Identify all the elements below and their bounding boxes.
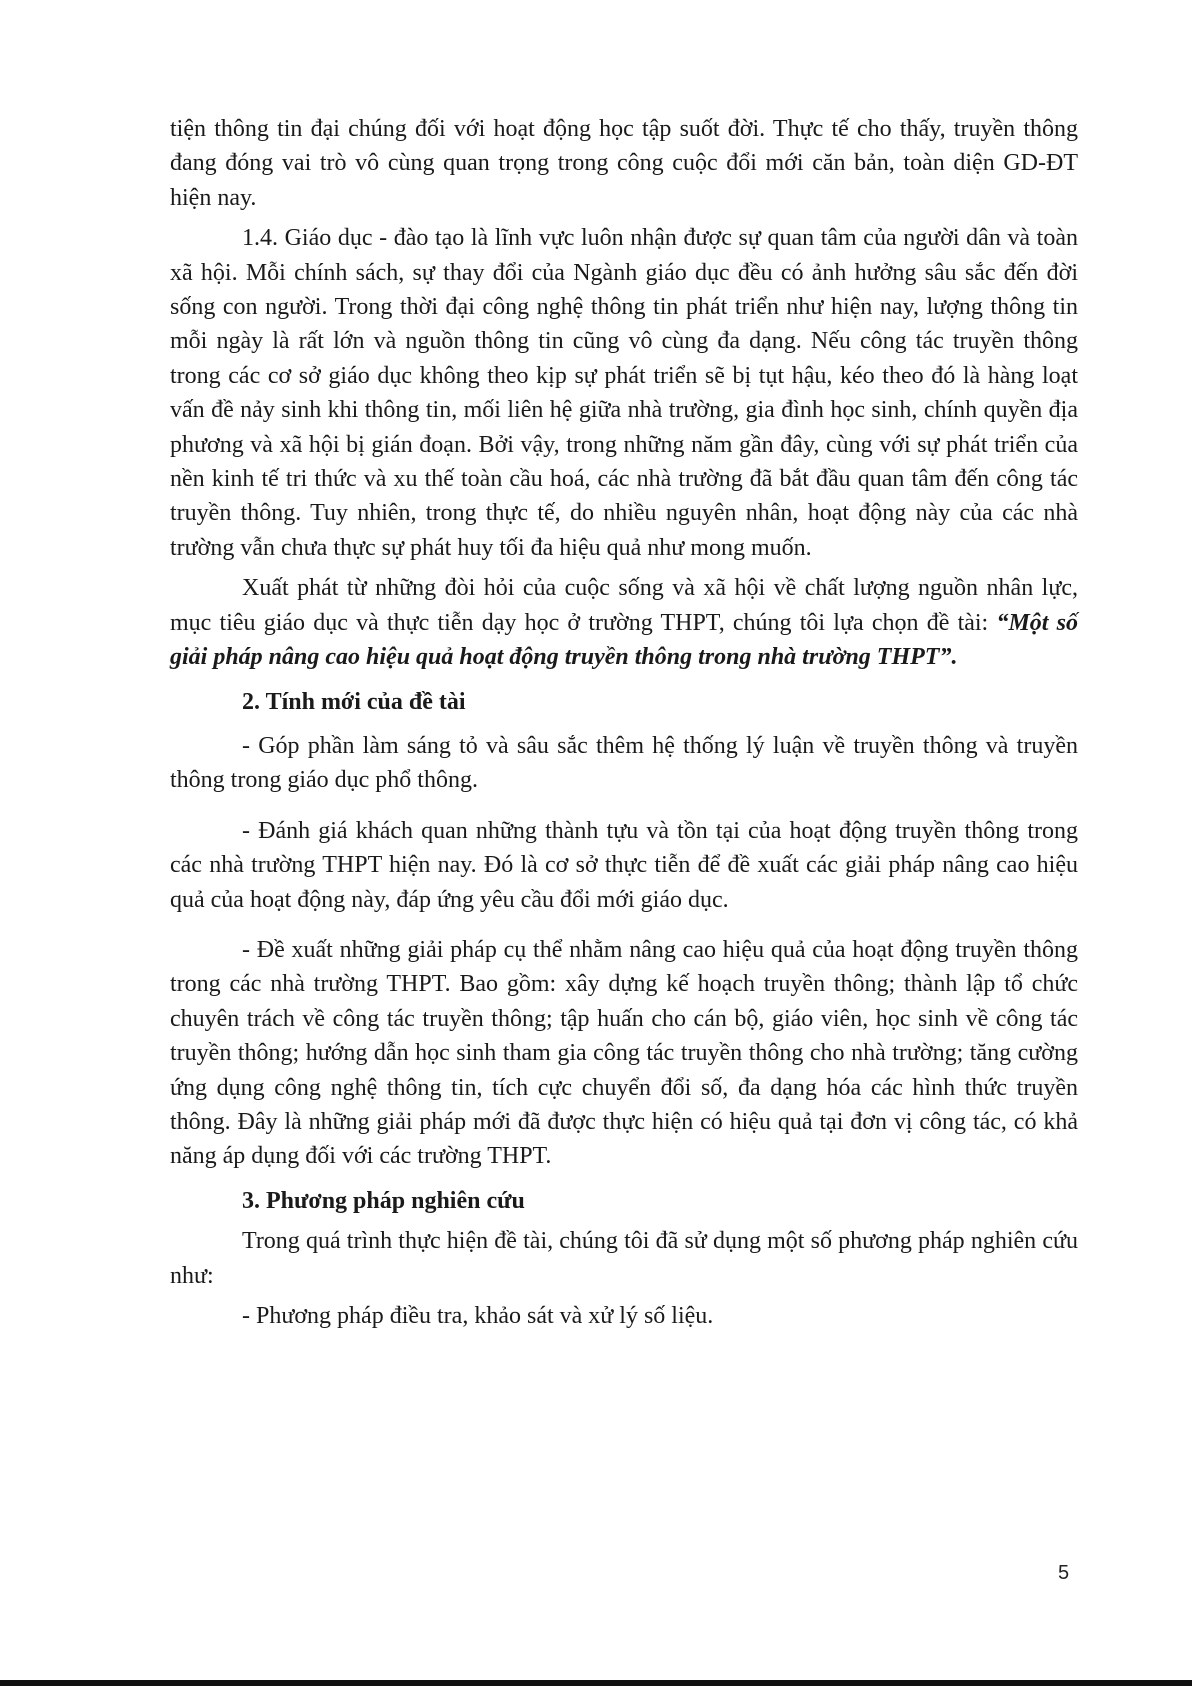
paragraph-topic-choice [170, 571, 1078, 674]
bottom-edge-bar [0, 1680, 1192, 1686]
paragraph-section-1-4: 1.4. Giáo dục - đào tạo là lĩnh vực luôn nhận được sự quan tâm của người dân và toàn xã hội. Mỗi chính sách, sự thay đổi của Ngành giáo dục đều có ảnh hưởng sâu sắc đến đời sống con người. Trong thời đại công nghệ thông tin phát triển như hiện nay, lượng thông tin mỗi ngày là rất lớn và nguồn thông tin cũng vô cùng đa dạng. Nếu công tác truyền thông trong các cơ sở giáo dục không theo kịp sự phát triển sẽ bị tụt hậu, kéo theo đó là hàng loạt vấn đề nảy sinh khi thông tin, mối liên hệ giữa nhà trường, gia đình học sinh, chính quyền địa phương và xã hội bị gián đoạn. Bởi vậy, trong những năm gần đây, cùng với sự phát triển của nền kinh tế tri thức và xu thế toàn cầu hoá, các nhà trường đã bắt đầu quan tâm đến công tác truyền thông. Tuy nhiên, trong thực tế, do nhiều nguyên nhân, hoạt động này của các nhà trường vẫn chưa thực sự phát huy tối đa hiệu quả như mong muốn. [170, 225, 1078, 561]
paragraph-novelty-3: - Đề xuất những giải pháp cụ thể nhằm nâng cao hiệu quả của hoạt động truyền thông trong các nhà trường THPT. Bao gồm: xây dựng kế hoạch truyền thông; thành lập tổ chức chuyên trách về công tác truyền thông; tập huấn cho cán bộ, giáo viên, học sinh về công tác truyền thông; hướng dẫn học sinh tham gia công tác truyền thông cho nhà trường; tăng cường ứng dụng công nghệ thông tin, tích cực chuyển đổi số, đa dạng hóa các hình thức truyền thông. Đây là những giải pháp mới đã được thực hiện có hiệu quả tại đơn vị công tác, có khả năng áp dụng đối với các trường THPT. [170, 936, 1078, 1170]
page-number: 5 [1058, 1562, 1070, 1584]
topic-choice-text: Xuất phát từ những đòi hỏi của cuộc sống và xã hội về chất lượng nguồn nhân lực, mục tiêu giáo dục và thực tiễn dạy học ở trường THPT, chúng tôi lựa chọn đề tài: [170, 575, 1078, 636]
heading-novelty: 2. Tính mới của đề tài [242, 688, 466, 715]
paragraph-intro-continuation: tiện thông tin đại chúng đối với hoạt động học tập suốt đời. Thực tế cho thấy, truyền thông đang đóng vai trò vô cùng quan trọng trong công cuộc đổi mới căn bản, toàn diện GD-ĐT hiện nay. [170, 116, 1078, 211]
paragraph-method-survey: - Phương pháp điều tra, khảo sát và xử lý số liệu. [242, 1303, 714, 1329]
paragraph-novelty-1: - Góp phần làm sáng tỏ và sâu sắc thêm hệ thống lý luận về truyền thông và truyền thông trong giáo dục phổ thông. [170, 732, 1078, 794]
paragraph-methods-intro: Trong quá trình thực hiện đề tài, chúng tôi đã sử dụng một số phương pháp nghiên cứu như: [170, 1228, 1078, 1289]
topic-title: “Một số giải pháp nâng cao hiệu quả hoạt động truyền thông trong nhà trường THPT”. [170, 609, 1079, 671]
document-page [170, 112, 1078, 1333]
paragraph-novelty-2: - Đánh giá khách quan những thành tựu và tồn tại của hoạt động truyền thông trong các nhà trường THPT hiện nay. Đó là cơ sở thực tiễn để đề xuất các giải pháp nâng cao hiệu quả của hoạt động này, đáp ứng yêu cầu đổi mới giáo dục. [170, 817, 1078, 913]
heading-research-methods: 3. Phương pháp nghiên cứu [242, 1187, 525, 1214]
